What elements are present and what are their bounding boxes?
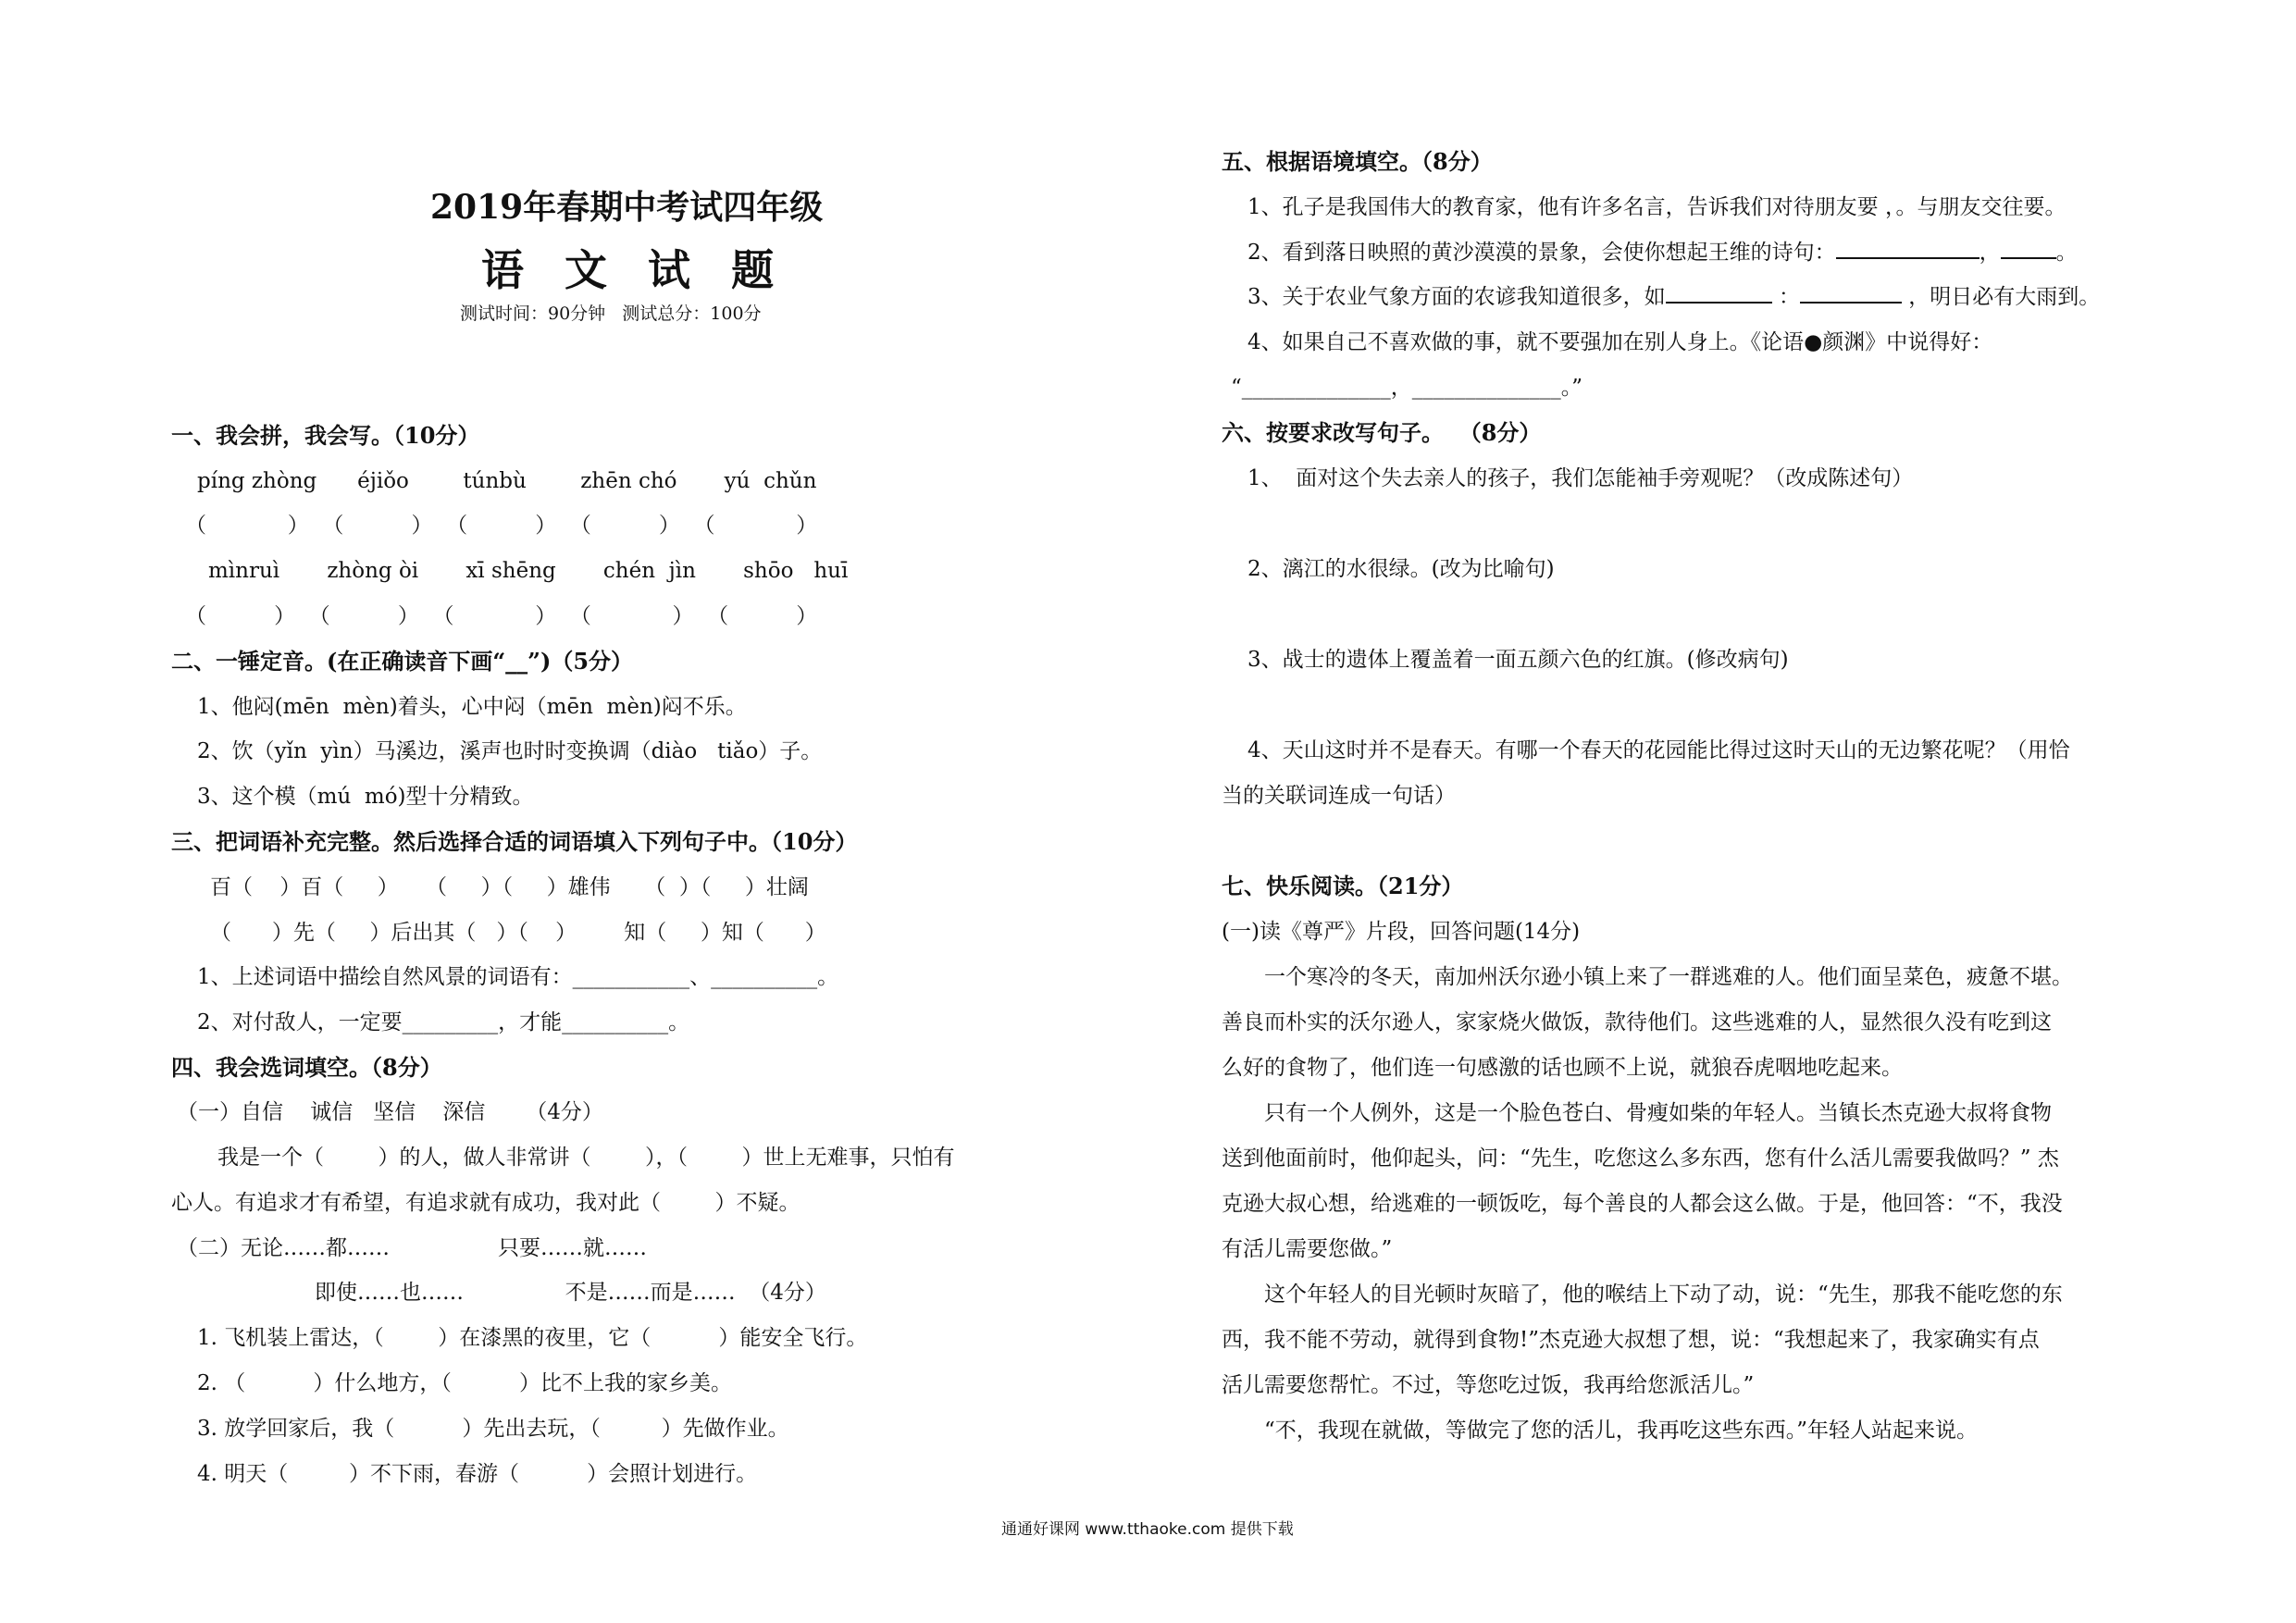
section-2-title: 二、一锤定音。(在正确读音下画“__”)（5分） — [171, 648, 634, 675]
s7-para-3a: 这个年轻人的目光顿时灰暗了，他的喉结上下动了动，说：“先生，那我不能吃您的东 — [1264, 1282, 2063, 1307]
s5-line-1: 1、孔子是我国伟大的教育家，他有许多名言，告诉我们对待朋友要 ，。与朋友交往要。 — [1247, 195, 2066, 219]
s6-question-4a: 4、天山这时并不是春天。有哪一个春天的花园能比得过这时天山的无边繁花呢？（用恰 — [1247, 738, 2070, 762]
s4-sentence-3: 3. 放学回家后，我（ ）先出去玩，（ ）先做作业。 — [197, 1417, 789, 1441]
s5-line-3-end: ，明日必有大雨到。 — [1901, 285, 2101, 309]
section-7-title: 七、快乐阅读。（21分） — [1222, 873, 1464, 899]
s7-para-2a: 只有一个人例外，这是一个脸色苍白、骨瘦如柴的年轻人。当镇长杰克逊大叔将食物 — [1264, 1101, 2052, 1125]
section-3-title: 三、把词语补充完整。然后选择合适的词语填入下列句子中。（10分） — [171, 828, 858, 855]
s6-question-2: 2、漓江的水很绿。(改为比喻句) — [1247, 557, 1555, 581]
s4-part-1-text-b: 心人。有追求才有希望，有追求就有成功，我对此（ ）不疑。 — [171, 1191, 800, 1215]
s4-part-2-options-b: 即使……也…… 不是……而是…… （4分） — [315, 1281, 826, 1305]
s7-para-2c: 克逊大叔心想，给逃难的一顿饭吃，每个善良的人都会这么做。于是，他回答：“不，我没 — [1222, 1192, 2063, 1216]
s6-question-1: 1、 面对这个失去亲人的孩子，我们怎能袖手旁观呢？（改成陈述句） — [1247, 466, 1914, 490]
exam-meta: 测试时间：90分钟 测试总分：100分 — [460, 304, 762, 324]
s4-sentence-1: 1. 飞机装上雷达，（ ）在漆黑的夜里，它（ ）能安全飞行。 — [197, 1326, 868, 1350]
s5-line-3-colon: ： — [1771, 285, 1800, 309]
s6-question-4b: 当的关联词连成一句话） — [1222, 784, 1456, 808]
section-1-title: 一、我会拼，我会写。（10分） — [171, 422, 480, 449]
subject-title: 语 文 试 题 — [481, 245, 778, 295]
s7-para-3b: 西，我不能不劳动，就得到食物!”杰克逊大叔想了想，说：“我想起来了，我家确实有点 — [1222, 1328, 2040, 1352]
section-5-title: 五、根据语境填空。（8分） — [1222, 148, 1493, 175]
s7-para-1a: 一个寒冷的冬天，南加州沃尔逊小镇上来了一群逃难的人。他们面呈菜色，疲惫不堪。 — [1264, 965, 2073, 989]
s2-line-3: 3、这个模（mú mó)型十分精致。 — [197, 785, 534, 809]
footer-source: 通通好课网 www.tthaoke.com 提供下载 — [1001, 1520, 1294, 1539]
s5-line-2 — [1247, 239, 2078, 266]
s7-subtitle: (一)读《尊严》片段，回答问题(14分) — [1222, 920, 1581, 944]
s5-line-3-text: 3、关于农业气象方面的农谚我知道很多，如 — [1247, 285, 1666, 309]
s3-question-2: 2、对付敌人，一定要_________，才能__________。 — [197, 1010, 690, 1035]
exam-title: 2019年春期中考试四年级 — [430, 188, 824, 227]
blank — [2001, 257, 2056, 259]
s7-para-2d: 有活儿需要您做。” — [1222, 1237, 1393, 1261]
section-6-title: 六、按要求改写句子。 （8分） — [1222, 419, 1542, 446]
s4-part-1-text-a: 我是一个（ ）的人，做人非常讲（ ），（ ）世上无难事，只怕有 — [217, 1146, 955, 1170]
blank — [1836, 257, 1980, 259]
s4-part-1-options: （一）自信 诚信 坚信 深信 （4分） — [177, 1100, 603, 1124]
s3-words-1: 百（ ）百（ ） （ ）（ ）雄伟 （ ）（ ）壮阔 — [210, 875, 809, 899]
s5-line-4: 4、如果自己不喜欢做的事，就不要强加在别人身上。《论语●颜渊》中说得好： — [1247, 330, 1993, 354]
s7-para-2b: 送到他面前时，他仰起头，问：“先生，吃您这么多东西，您有什么活儿需要我做吗？” 杰 — [1222, 1146, 2059, 1171]
s4-part-2-options: （二）无论……都…… 只要……就…… — [177, 1236, 647, 1260]
s7-para-3c: 活儿需要您帮忙。不过，等您吃过饭，我再给您派活儿。” — [1222, 1373, 1755, 1397]
s3-question-1: 1、上述词语中描绘自然风景的词语有：___________、__________。 — [197, 965, 839, 989]
s5-line-2-text: 2、看到落日映照的黄沙漠漠的景象，会使你想起王维的诗句： — [1247, 241, 1836, 265]
s4-sentence-4: 4. 明天（ ）不下雨，春游（ ）会照计划进行。 — [197, 1462, 758, 1486]
pinyin-row-2: mìnruì zhòng òi xī shēng chén jìn shōo huī — [208, 559, 849, 583]
blank — [1800, 302, 1902, 304]
answer-row-2: （ ） （ ） （ ） （ ） （ ） — [185, 604, 818, 628]
s3-words-2: （ ）先（ ）后出其（ ）（ ） 知（ ）知（ ） — [210, 921, 826, 945]
s5-line-3 — [1247, 283, 2100, 311]
s7-para-1c: 么好的食物了，他们连一句感激的话也顾不上说，就狼吞虎咽地吃起来。 — [1222, 1056, 1903, 1080]
s2-line-1: 1、他闷(mēn mèn)着头，心中闷（mēn mèn)闷不乐。 — [197, 695, 747, 719]
s5-line-5: “______________，______________。” — [1231, 376, 1583, 400]
s5-line-2-comma: ， — [1979, 241, 2001, 265]
s7-para-1b: 善良而朴实的沃尔逊人，家家烧火做饭，款待他们。这些逃难的人，显然很久没有吃到这 — [1222, 1010, 2052, 1035]
answer-row-1: （ ） （ ） （ ） （ ） （ ） — [185, 514, 818, 538]
blank — [1666, 302, 1772, 304]
pinyin-row-1: píng zhòng éjiǒo túnbù zhēn chó yú chǔn — [197, 469, 817, 493]
s5-line-2-end: 。 — [2055, 241, 2078, 265]
section-4-title: 四、我会选词填空。（8分） — [171, 1054, 442, 1081]
s4-sentence-2: 2. （ ）什么地方，（ ）比不上我的家乡美。 — [197, 1371, 732, 1395]
s6-question-3: 3、战士的遗体上覆盖着一面五颜六色的红旗。(修改病句) — [1247, 648, 1789, 672]
s7-para-4: “不，我现在就做，等做完了您的活儿，我再吃这些东西。”年轻人站起来说。 — [1264, 1419, 1979, 1443]
s2-line-2: 2、饮（yǐn yìn）马溪边，溪声也时时变换调（diào tiǎo）子。 — [197, 739, 823, 763]
